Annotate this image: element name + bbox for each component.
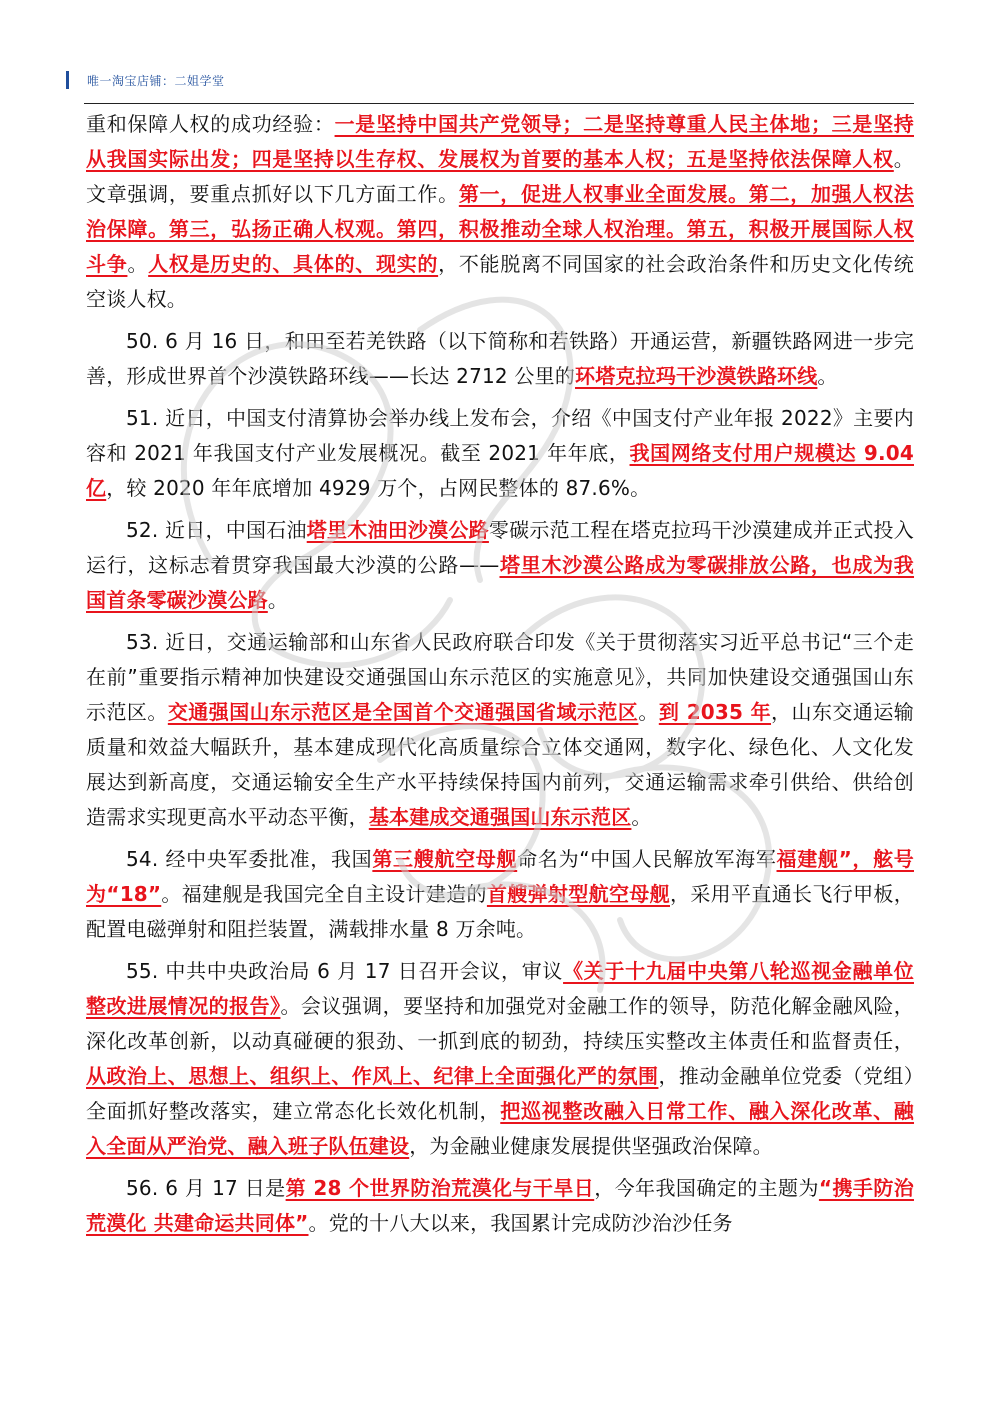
body-text: 53. 近日，交通运输部和山东省人民政府联合印发《关于贯彻落实习近平总书记“三个走在前”重要指示精神加快建设交通强国山东示范区的实施意见》，共同加快建设交通强国山东示范区。 <box>86 630 914 724</box>
body-text: 零碳示范工程在塔克拉玛干沙漠建成并正式投入运行，这标志着贯穿我国最大沙漠的公路—— <box>86 518 914 577</box>
highlighted-text: 基本建成交通强国山东示范区 <box>368 805 632 829</box>
body-text: 。 <box>638 700 659 724</box>
body-text: 51. 近日，中国支付清算协会举办线上发布会，介绍《中国支付产业年报 2022》主要内容和 2021 年我国支付产业发展概况。截至 2021 年年底， <box>86 406 914 465</box>
highlighted-text: 福建舰”，舷号为“18” <box>86 847 914 906</box>
page-header <box>66 70 225 90</box>
highlighted-text: 交通强国山东示范区是全国首个交通强国省域示范区 <box>167 700 639 724</box>
highlighted-text: 环塔克拉玛干沙漠铁路环线 <box>575 364 818 388</box>
paragraph-p-53 <box>86 625 914 835</box>
body-text: 54. 经中央军委批准，我国 <box>126 847 373 871</box>
header-accent-bar <box>66 71 69 89</box>
highlighted-text: 首艘弹射型航空母舰 <box>486 882 670 906</box>
body-text: 55. 中共中央政治局 6 月 17 日召开会议，审议 <box>126 959 564 983</box>
body-text: 。福建舰是我国完全自主设计建造的 <box>161 882 487 906</box>
body-text: 。 <box>817 364 838 388</box>
document-body <box>86 107 914 1248</box>
body-text: ，为金融业健康发展提供坚强政治保障。 <box>409 1134 773 1158</box>
highlighted-text: 从政治上、思想上、组织上、作风上、纪律上全面强化严的氛围 <box>86 1064 659 1088</box>
highlighted-text: 我国网络支付用户规模达 9.04 亿 <box>86 441 914 500</box>
body-text: ，推动金融单位党委（党组）全面抓好整改落实，建立常态化长效化机制， <box>86 1064 914 1123</box>
body-text: 重和保障人权的成功经验： <box>86 112 335 136</box>
body-text: 。 <box>127 252 149 276</box>
highlighted-text: 第三艘航空母舰 <box>372 847 518 871</box>
highlighted-text: 《关于十九届中央第八轮巡视金融单位整改进展情况的报告》 <box>86 959 914 1018</box>
highlighted-text: 一是坚持中国共产党领导；二是坚持尊重人民主体地；三是坚持从我国实际出发；四是坚持以生存权、发展权为首要的基本人权；五是坚持依法保障人权 <box>86 112 914 171</box>
body-text: ，今年我国确定的主题为 <box>594 1176 819 1200</box>
body-text: 。文章强调，要重点抓好以下几方面工作。 <box>86 147 914 206</box>
highlighted-text: 把巡视整改融入日常工作、融入深化改革、融入全面从严治党、融入班子队伍建设 <box>86 1099 915 1158</box>
body-text: 56. 6 月 17 日是 <box>126 1176 286 1200</box>
body-text: 。 <box>267 588 289 612</box>
body-text: ，采用平直通长飞行甲板，配置电磁弹射和阻拦装置，满载排水量 8 万余吨。 <box>86 882 914 941</box>
highlighted-text: 第 28 个世界防治荒漠化与干旱日 <box>285 1176 595 1200</box>
body-text: 。 <box>631 805 652 829</box>
paragraph-p-55 <box>86 954 914 1164</box>
body-text: 52. 近日，中国石油 <box>126 518 307 542</box>
paragraph-p-50 <box>86 324 914 394</box>
paragraph-p-51 <box>86 401 914 506</box>
body-text: 。党的十八大以来，我国累计完成防沙治沙任务 <box>308 1211 733 1235</box>
body-text: ，不能脱离不同国家的社会政治条件和历史文化传统空谈人权。 <box>86 252 914 311</box>
header-divider <box>84 103 914 104</box>
highlighted-text: 第一，促进人权事业全面发展。第二，加强人权法治保障。第三，弘扬正确人权观。第四，积极推动全球人权治理。第五，积极开展国际人权斗争 <box>86 182 914 276</box>
shop-label: 唯一淘宝店铺：二姐学堂 <box>87 73 225 88</box>
highlighted-text: 塔里木油田沙漠公路 <box>306 518 489 542</box>
body-text: 50. 6 月 16 日，和田至若羌铁路（以下简称和若铁路）开通运营，新疆铁路网进一步完善，形成世界首个沙漠铁路环线——长达 2712 公里的 <box>86 329 914 388</box>
highlighted-text: 塔里木沙漠公路成为零碳排放公路，也成为我国首条零碳沙漠公路 <box>86 553 915 612</box>
body-text: ，山东交通运输质量和效益大幅跃升，基本建成现代化高质量综合立体交通网，数字化、绿色化、人文化发展达到新高度，交通运输安全生产水平持续保持国内前列，交通运输需求牵引供给、供给创造需求实现更高水平动态平衡， <box>86 700 914 829</box>
paragraph-p-52 <box>86 513 914 618</box>
paragraph-p-cont <box>86 107 914 317</box>
paragraph-p-54 <box>86 842 914 947</box>
highlighted-text: 人权是历史的、具体的、现实的 <box>148 252 439 276</box>
highlighted-text: “携手防治荒漠化 共建命运共同体” <box>86 1176 914 1235</box>
highlighted-text: 到 2035 年 <box>658 700 772 724</box>
body-text: ，较 2020 年年底增加 4929 万个，占网民整体的 87.6%。 <box>106 476 651 500</box>
paragraph-p-56 <box>86 1171 914 1241</box>
body-text: 。会议强调，要坚持和加强党对金融工作的领导，防范化解金融风险，深化改革创新，以动真碰硬的狠劲、一抓到底的韧劲，持续压实整改主体责任和监督责任， <box>86 994 915 1053</box>
body-text: 命名为“中国人民解放军海军 <box>517 847 777 871</box>
